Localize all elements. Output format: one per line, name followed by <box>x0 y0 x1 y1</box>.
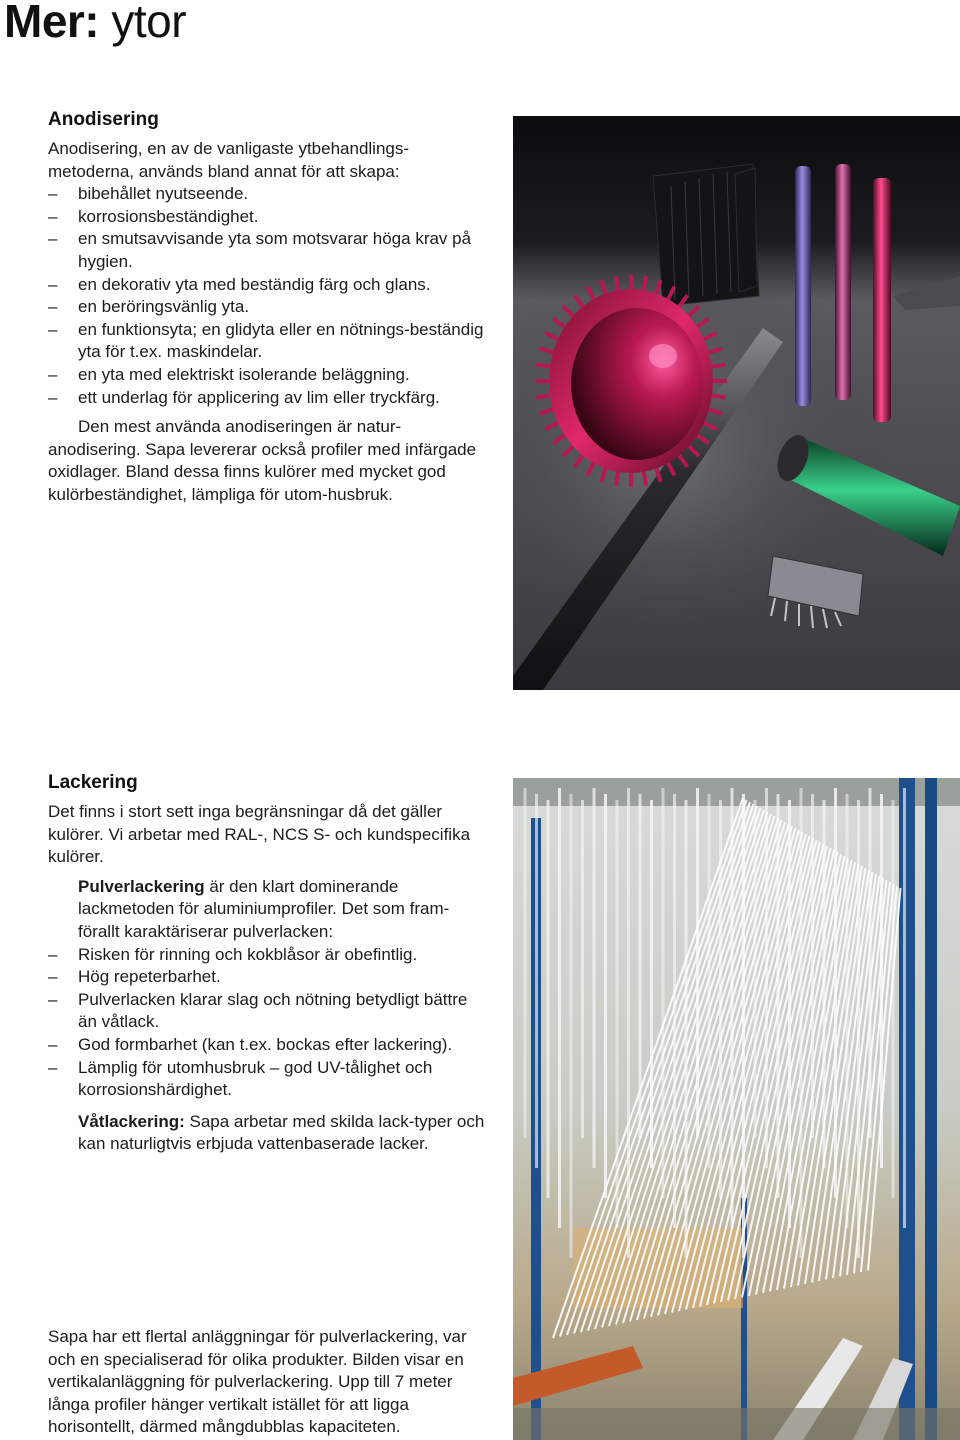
page-title-rest: ytor <box>111 0 187 47</box>
lackering-list <box>48 944 488 1102</box>
list-item: – Hög repeterbarhet. <box>48 966 488 989</box>
list-item: – en smutsavvisande yta som motsvarar höga krav på hygien. <box>48 228 488 273</box>
list-item: – en beröringsvänlig yta. <box>48 296 488 319</box>
anodisering-list <box>48 183 488 409</box>
list-item: – korrosionsbeständighet. <box>48 206 488 229</box>
wet-text: Sapa arbetar med skilda lack-typer och kan naturligtvis erbjuda vattenbaserade lacker. <box>78 1111 485 1154</box>
section-caption <box>48 1326 488 1439</box>
section-lackering <box>48 771 488 1156</box>
list-item: – God formbarhet (kan t.ex. bockas efter lackering). <box>48 1034 488 1057</box>
lackering-powder-first <box>48 876 488 944</box>
list-item: – Risken för rinning och kokblåsor är obefintlig. <box>48 944 488 967</box>
anodized-profiles-photo <box>513 116 960 690</box>
anodisering-note-rest: anodisering. Sapa levererar också profiler med infärgade oxidlager. Bland dessa finns kulörer med mycket god kulörbeständighet, lämpliga för utom-husbruk. <box>48 439 477 504</box>
list-item: – en dekorativ yta med beständig färg och glans. <box>48 274 488 297</box>
list-item: – bibehållet nyutseende. <box>48 183 488 206</box>
lackering-intro: Det finns i stort sett inga begränsningar då det gäller kulörer. Vi arbetar med RAL-, NCS S- och kundspecifika kulörer. <box>48 802 471 867</box>
anodisering-intro: Anodisering, en av de vanligaste ytbehandlings-metoderna, används bland annat för att skapa: <box>48 139 410 181</box>
anodisering-note-first: Den mest använda anodiseringen är natur- <box>78 417 402 437</box>
page-title-strong: Mer: <box>4 0 100 47</box>
list-item: – en funktionsyta; en glidyta eller en nötnings-beständig yta för t.ex. maskindelar. <box>48 319 488 364</box>
powder-term: Pulverlackering <box>78 876 205 896</box>
list-item: – Pulverlacken klarar slag och nötning betydligt bättre än våtlack. <box>48 989 488 1034</box>
page-title <box>4 0 186 50</box>
photo-caption: Sapa har ett flertal anläggningar för pulverlackering, var och en specialiserad för olika produkter. Bilden visar en vertikalanläggning för pulverlackering. Upp till 7 meter långa profiler hänger vertikalt istället för att ligga horisontellt, därmed mångdubblas kapaciteten. <box>48 1327 467 1437</box>
wet-term: Våtlackering: <box>78 1111 185 1131</box>
list-item: – ett underlag för applicering av lim eller tryckfärg. <box>48 387 488 410</box>
list-item: – Lämplig för utomhusbruk – god UV-tålighet och korrosionshärdighet. <box>48 1057 488 1102</box>
lackering-wet <box>48 1111 488 1156</box>
section-anodisering <box>48 108 488 507</box>
powder-text: är den klart dominerande lackmetoden för aluminiumprofiler. Det som fram-förallt karaktäriserar pulverlacken: <box>78 876 450 941</box>
lackering-heading: Lackering <box>48 772 138 793</box>
anodisering-heading: Anodisering <box>48 109 159 130</box>
list-item: – en yta med elektriskt isolerande beläggning. <box>48 364 488 387</box>
powder-coating-line-photo <box>513 778 960 1440</box>
